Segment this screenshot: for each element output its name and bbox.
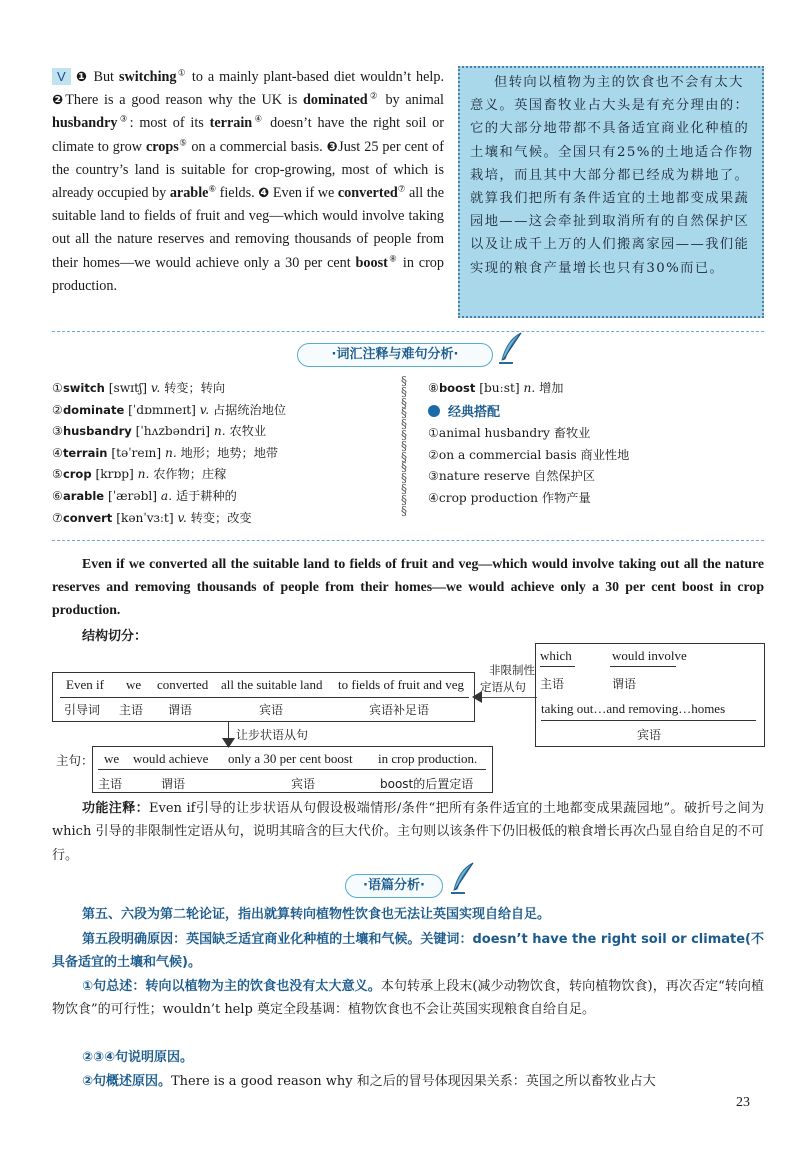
- relative-clause-label: 定语从句: [480, 680, 526, 694]
- vocab-marker: ②: [367, 90, 380, 101]
- main-word: in crop production.: [378, 751, 478, 766]
- underline: [60, 697, 469, 698]
- passage-text: doesn’t have the right soil or climate to grow: [52, 115, 444, 155]
- vocab-marker: ⑧: [387, 252, 399, 263]
- main-clause-label: 主句：: [56, 753, 94, 768]
- main-role: 谓语: [161, 777, 186, 791]
- passage-text: on a commercial basis.: [187, 138, 323, 155]
- vocab-keyword: terrain: [209, 115, 253, 132]
- vocab-marker: ④: [252, 113, 265, 124]
- clause-role: 宾语补足语: [369, 703, 430, 717]
- structure-label: 结构切分：: [82, 629, 148, 644]
- vocab-item: ⑦convert [kənˈvɜːt] v. 转变；改变: [52, 510, 252, 525]
- vocab-keyword: dominated: [303, 92, 368, 109]
- rel-role: 主语: [540, 677, 565, 691]
- concessive-label: 让步状语从句: [236, 728, 309, 742]
- main-word: only a 30 per cent boost: [228, 751, 353, 766]
- vocab-list: [52, 378, 392, 529]
- vocab-item: ③husbandry [ˈhʌzbəndri] n. 农牧业: [52, 424, 267, 439]
- vocab-keyword: crops: [145, 138, 179, 155]
- vocab-list-right: [428, 378, 764, 510]
- vocab-marker: ⑥: [208, 183, 217, 194]
- rel-object: taking out…and removing…homes: [541, 701, 726, 716]
- vocab-keyword: converted: [337, 185, 398, 202]
- vocab-item: ⑧boost [buːst] n. 增加: [428, 381, 564, 395]
- collocation-item: ①animal husbandry 畜牧业: [428, 426, 591, 441]
- spiral-divider: § § § § § § § § § § § § §: [401, 374, 407, 518]
- analysis-paragraph: ②③④句说明原因。: [82, 1050, 194, 1065]
- section-divider: [52, 540, 764, 541]
- clause-word: to fields of fruit and veg: [338, 677, 464, 692]
- analysis-section-title: ·语篇分析·: [345, 874, 443, 898]
- analysis-paragraph: 第五段明确原因：英国缺乏适宜商业化种植的土壤和气候。关键词：doesn’t have the right soil or climate(不具备适宜的土壤和气候)。: [52, 932, 764, 971]
- difficult-sentence: Even if we converted all the suitable land to fields of fruit and veg—which would involve taking out all the nature reserves and removing thousands of people from their homes—we would achieve only a 30 per cent boost in crop production.: [52, 556, 764, 618]
- quill-icon: [449, 862, 475, 896]
- sentence-number: ❶: [74, 70, 89, 85]
- rel-role: 谓语: [612, 677, 637, 691]
- vocab-marker: ⑦: [397, 183, 406, 194]
- main-role: 宾语: [291, 777, 316, 791]
- passage-text: There is a good reason why the UK is: [65, 92, 303, 109]
- clause-word: we: [126, 677, 142, 692]
- paragraph-badge: V: [52, 68, 71, 85]
- page-number: 23: [736, 1095, 750, 1110]
- rel-word: would involve: [612, 648, 687, 663]
- collocation-item: ②on a commercial basis 商业性地: [428, 447, 630, 462]
- function-note: [52, 797, 764, 867]
- vocab-marker: ③: [117, 113, 130, 124]
- analysis-paragraph: ①句总述：转向以植物为主的饮食也没有太大意义。本句转承上段末(减少动物饮食，转向植物饮食)，再次否定“转向植物饮食”的可行性；wouldn’t help 奠定全段基调：植物饮食也不会让英国实现粮食自给自足。: [52, 979, 764, 1018]
- passage-text: Even if we: [272, 185, 338, 202]
- vocab-keyword: switching: [118, 69, 177, 85]
- vocab-item: ⑥arable [ˈærəbl] a. 适于耕种的: [52, 488, 237, 503]
- bullet-icon: [428, 405, 440, 417]
- vocab-section-title: ·词汇注释与难句分析·: [297, 343, 493, 367]
- vocab-keyword: husbandry: [52, 115, 118, 132]
- underline: [541, 720, 756, 721]
- connector-line: [475, 697, 537, 698]
- clause-word: all the suitable land: [221, 677, 323, 692]
- passage-paragraph: [52, 66, 444, 298]
- translation-box: [458, 66, 764, 318]
- main-word: we: [104, 751, 120, 766]
- vocab-item: ④terrain [təˈreɪn] n. 地形；地势；地带: [52, 445, 279, 460]
- vocab-keyword: arable: [169, 185, 209, 202]
- rel-word: which: [540, 648, 572, 663]
- function-note-label: 功能注释：: [82, 801, 150, 816]
- passage-text: all the suitable land to fields of fruit and veg—which would involve taking out all the nature reserves and removing thousands of people from their homes—we would achieve only a 30 per cent: [52, 185, 445, 271]
- main-word: would achieve: [133, 751, 209, 766]
- analysis-paragraph: ②句概述原因。There is a good reason why 和之后的冒号体现因果关系：英国之所以畜牧业占大: [82, 1074, 656, 1089]
- underline: [610, 666, 676, 667]
- vocab-keyword: boost: [355, 254, 388, 271]
- underline: [98, 769, 486, 770]
- passage-text: in crop production.: [52, 254, 444, 294]
- clause-role: 宾语: [259, 703, 284, 717]
- analysis-paragraph: 第五、六段为第二轮论证，指出就算转向植物性饮食也无法让英国实现自给自足。: [82, 907, 551, 922]
- rel-role: 宾语: [637, 728, 662, 742]
- section-divider: [52, 331, 764, 332]
- clause-word: Even if: [66, 677, 104, 692]
- vocab-item: ①switch [swɪtʃ] v. 转变；转向: [52, 381, 226, 395]
- translation-text: 但转向以植物为主的饮食也不会有太大意义。英国畜牧业占大头是有充分理由的：它的大部分地带都不具备适宜商业化种植的土壤和气候。全国只有25%的土地适合作物栽培，而且其中大部分都已经成为耕地了。就算我们把所有条件适宜的土地都变成果蔬园地——这会牵扯到取消所有的自然保护区以及让成千上万的人们搬离家园——我们能实现的粮食产量增长也只有30%而已。: [470, 75, 754, 276]
- sentence-number: ❷: [52, 93, 66, 109]
- collocations-header: 经典搭配: [428, 402, 764, 424]
- clause-word: converted: [157, 677, 209, 692]
- vocab-marker: ⑤: [178, 136, 188, 147]
- clause-role: 谓语: [168, 703, 193, 717]
- quill-icon: [497, 332, 523, 366]
- clause-role: 引导词: [64, 703, 101, 717]
- underline: [540, 666, 575, 667]
- collocation-item: ③nature reserve 自然保护区: [428, 469, 595, 484]
- collocation-item: ④crop production 作物产量: [428, 490, 591, 505]
- passage-text: by animal: [379, 92, 444, 109]
- sentence-number: ❹: [258, 186, 270, 202]
- clause-role: 主语: [119, 703, 144, 717]
- vocab-item: ②dominate [ˈdɒmɪneɪt] v. 占据统治地位: [52, 402, 287, 417]
- vocab-item: ⑤crop [krɒp] n. 农作物；庄稼: [52, 467, 227, 482]
- function-note-text: Even if引导的让步状语从句假设极端情形/条件“把所有条件适宜的土地都变成果蔬园地”。破折号之间为 which 引导的非限制性定语从句，说明其暗含的巨大代价。主句则以该条件下仍旧极低的粮食增长再次凸显自给自足的不可行。: [52, 801, 764, 863]
- sentence-number: ❸: [326, 139, 339, 155]
- passage-text: Just 25 per cent of the country’s land is suitable for crop-growing, most of which is already occupied by: [52, 138, 444, 202]
- passage-text: fields.: [216, 185, 255, 202]
- relative-clause-label: 非限制性: [489, 663, 535, 677]
- passage-text: to a mainly plant-based diet wouldn’t help.: [186, 69, 445, 85]
- main-role: 主语: [98, 777, 123, 791]
- vocab-marker: ①: [176, 67, 187, 78]
- passage-text: : most of its: [129, 115, 210, 132]
- main-role: boost的后置定语: [380, 777, 474, 791]
- passage-text: But: [93, 69, 119, 85]
